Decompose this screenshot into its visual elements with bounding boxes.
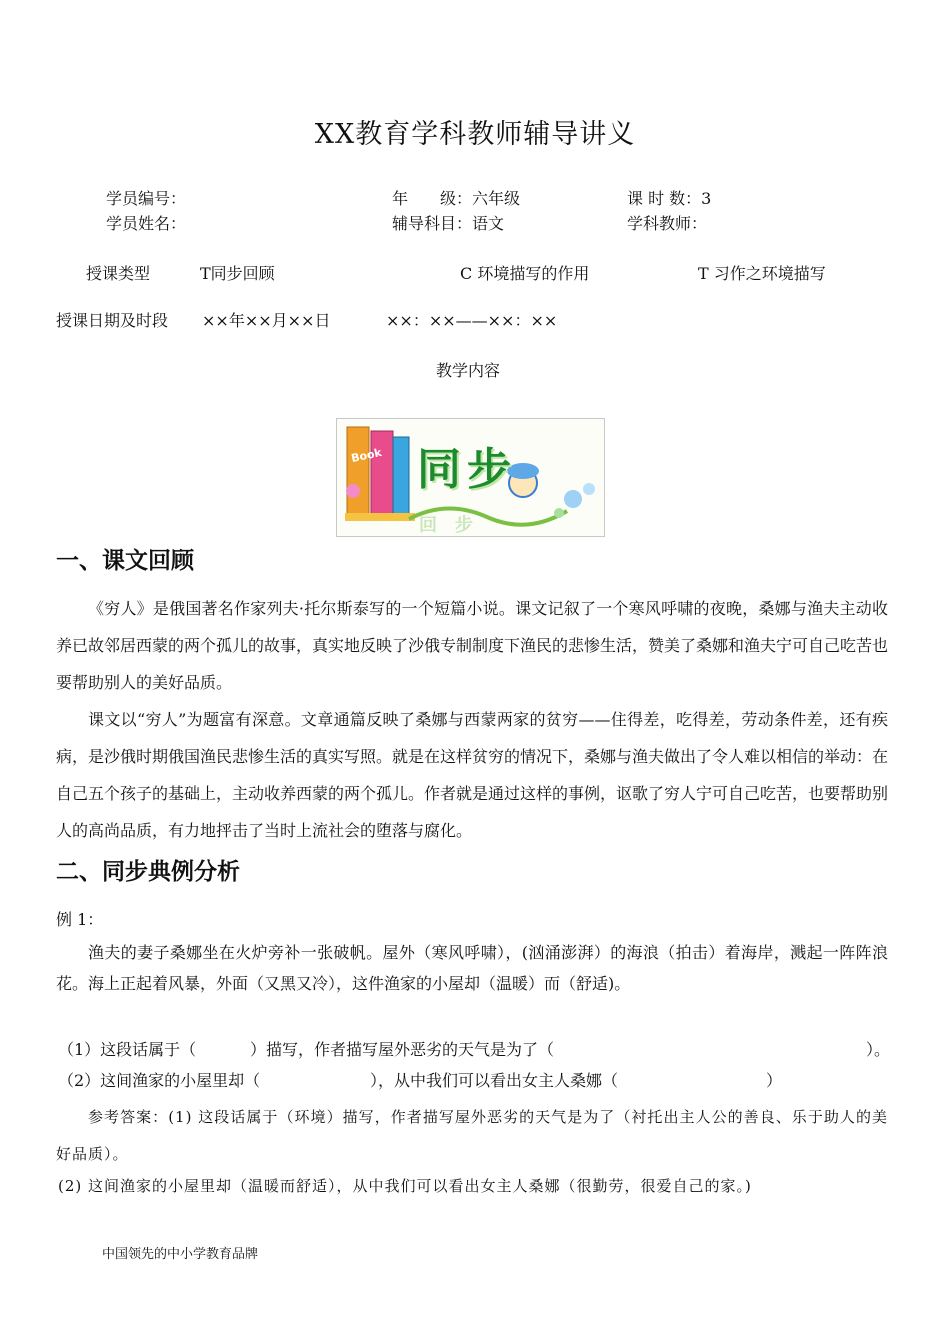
section1-paragraph-1: 《穷人》是俄国著名作家列夫·托尔斯泰写的一个短篇小说。课文记叙了一个寒风呼啸的夜晚，桑娜与渔夫主动收养已故邻居西蒙的两个孤儿的故事，真实地反映了沙俄专制制度下渔民的悲惨生活，赞美了桑娜和渔夫宁可自己吃苦也要帮助别人的美好品质。 — [56, 599, 889, 692]
grade-field: 年 级：六年级 — [392, 189, 521, 208]
question-2-part-c: ） — [766, 1071, 783, 1090]
lesson-time-label: 授课日期及时段 — [56, 311, 169, 330]
lesson-date: ××年××月××日 — [202, 311, 331, 330]
section1-heading: 一、课文回顾 — [56, 548, 194, 574]
student-id-label: 学员编号： — [106, 189, 187, 208]
lesson-type-label: 授课类型 — [86, 264, 151, 283]
question-1-part-b: ）描写，作者描写屋外恶劣的天气是为了（ — [250, 1040, 555, 1059]
question-1-part-c: ）。 — [866, 1040, 891, 1059]
lesson-type-t2: T 习作之环境描写 — [698, 264, 826, 283]
answer-2: (2) 这间渔家的小屋里却（温暖而舒适），从中我们可以看出女主人桑娜（很勤劳，很爱自己的家。) — [58, 1177, 752, 1195]
question-1-part-a: （1）这段话属于（ — [58, 1040, 197, 1059]
student-name-label: 学员姓名： — [106, 214, 187, 233]
example-passage: 渔夫的妻子桑娜坐在火炉旁补一张破帆。屋外（寒风呼啸），(汹涌澎湃）的海浪（拍击）着海岸，溅起一阵阵浪花。海上正起着风暴，外面（又黑又冷），这件渔家的小屋却（温暖）而（舒适)。 — [56, 943, 888, 993]
section1-paragraph-2: 课文以“穷人”为题富有深意。文章通篇反映了桑娜与西蒙两家的贫穷——住得差，吃得差，劳动条件差，还有疾病，是沙俄时期俄国渔民悲惨生活的真实写照。就是在这样贫穷的情况下，桑娜与渔夫做出了令人难以相信的举动：在自己五个孩子的基础上，主动收养西蒙的两个孤儿。作者就是通过这样的事例，讴歌了穷人宁可自己吃苦，也要帮助别人的高尚品质，有力地抨击了当时上流社会的堕落与腐化。 — [56, 710, 889, 840]
page-title: XX教育学科教师辅导讲义 — [314, 119, 636, 150]
logo-title: 同步 — [417, 444, 517, 495]
logo-subtitle: 回步 — [419, 515, 491, 536]
section2-heading: 二、同步典例分析 — [56, 859, 240, 885]
question-2-part-a: （2）这间渔家的小屋里却（ — [58, 1071, 261, 1090]
book-label: Book — [349, 445, 383, 466]
example-label: 例 1： — [56, 910, 104, 929]
lesson-type-c: C 环境描写的作用 — [460, 264, 590, 283]
teacher-label: 学科教师： — [627, 214, 708, 233]
answer-1: 参考答案：(1) 这段话属于（环境）描写，作者描写屋外恶劣的天气是为了（衬托出主人公的善良、乐于助人的美好品质）。 — [56, 1108, 888, 1163]
question-2-part-b: ），从中我们可以看出女主人桑娜（ — [370, 1071, 619, 1090]
subject-field: 辅导科目：语文 — [392, 214, 505, 233]
tongbu-logo-banner — [336, 418, 605, 537]
footer-brand: 中国领先的中小学教育品牌 — [102, 1247, 259, 1262]
hours-field: 课 时 数：3 — [627, 189, 712, 208]
lesson-type-t1: T同步回顾 — [200, 264, 275, 283]
content-heading: 教学内容 — [436, 361, 501, 380]
lesson-time-range: ××：××——××：×× — [386, 311, 558, 330]
